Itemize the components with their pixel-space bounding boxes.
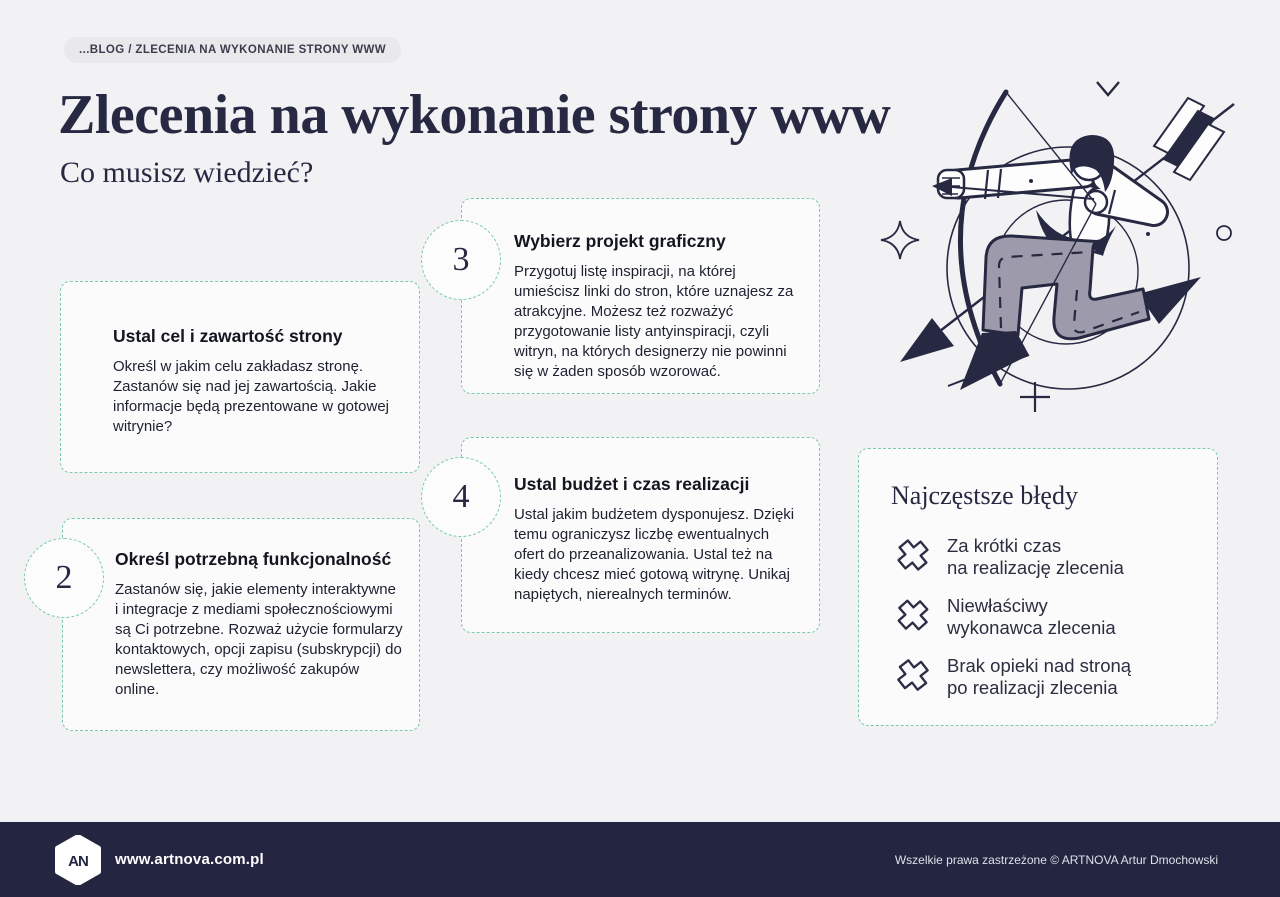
step-3-title: Wybierz projekt graficzny (514, 231, 726, 251)
step-2-number-badge: 2 (24, 538, 104, 618)
step-2-body: Zastanów się, jakie elementy interaktywne i integracje z mediami społecznościowymi są Ci potrzebne. Rozważ użycie formularzy kontaktowych, opcji zapisu (subskrypcji) do newslettera, czy możliwość zakupów online. (115, 581, 403, 698)
mistake-item (891, 595, 1191, 639)
svg-text:AN: AN (68, 852, 88, 870)
mistake-text (947, 535, 1124, 579)
step-4-number-badge: 4 (421, 457, 501, 537)
circle-decoration (1217, 226, 1231, 240)
step-card-3 (461, 198, 820, 394)
mistake-line: Brak opieki nad stroną (947, 655, 1132, 676)
step-4-body: Ustal jakim budżetem dysponujesz. Dzięki temu ograniczysz liczbę ewentualnych ofert do przeanalizowania. Ustal też na kiedy chcesz mieć gotową witrynę. Unikaj napiętych, nierealnych terminów. (514, 506, 795, 603)
step-2-title: Określ potrzebną funkcjonalność (115, 549, 392, 569)
page-title: Zlecenia na wykonanie strony www (58, 84, 891, 146)
step-3-number-badge: 3 (421, 220, 501, 300)
step-3-body: Przygotuj listę inspiracji, na której umieścisz linki do stron, które uznajesz za atrakcyjne. Możesz też rozważyć przygotowanie listy antyinspiracji, czyli witryn, na których designerzy nie powinni się w żaden sposób wzorować. (514, 263, 794, 380)
x-mark-icon (895, 597, 931, 633)
common-mistakes-title: Najczęstsze błędy (891, 481, 1078, 510)
step-card-1 (60, 281, 420, 473)
x-mark-icon (895, 537, 931, 573)
footer (0, 822, 1280, 897)
step-card-4 (461, 437, 820, 633)
mistake-line: wykonawca zlecenia (947, 617, 1116, 638)
mistake-item (891, 655, 1191, 699)
mistake-line: po realizacji zlecenia (947, 677, 1118, 698)
common-mistakes-card (858, 448, 1218, 726)
archer-figure (938, 135, 1201, 390)
footer-copyright: Wszelkie prawa zastrzeżone © ARTNOVA Artur Dmochowski (894, 852, 1218, 867)
page-subtitle: Co musisz wiedzieć? (60, 156, 314, 189)
mistake-text (947, 655, 1131, 699)
breadcrumb[interactable]: ...BLOG / ZLECENIA NA WYKONANIE STRONY WWW (64, 37, 401, 63)
artnova-logo-icon (55, 835, 101, 885)
step-card-2 (62, 518, 420, 731)
mistake-line: na realizację zlecenia (947, 557, 1124, 578)
archer-illustration (860, 40, 1280, 420)
step-1-body: Określ w jakim celu zakładasz stronę. Zastanów się nad jej zawartością. Jakie informacje będą prezentowane w gotowej witrynie? (113, 358, 389, 435)
mistake-line: Za krótki czas (947, 535, 1062, 556)
sparkle-decoration (881, 221, 919, 259)
mistake-text (947, 595, 1116, 639)
chevron-decoration (1097, 82, 1119, 95)
x-mark-icon (895, 657, 931, 693)
footer-website-link[interactable]: www.artnova.com.pl (115, 851, 264, 868)
step-4-title: Ustal budżet i czas realizacji (514, 474, 750, 494)
mistake-item (891, 535, 1191, 579)
step-1-title: Ustal cel i zawartość strony (113, 326, 343, 346)
mistake-line: Niewłaściwy (947, 595, 1048, 616)
